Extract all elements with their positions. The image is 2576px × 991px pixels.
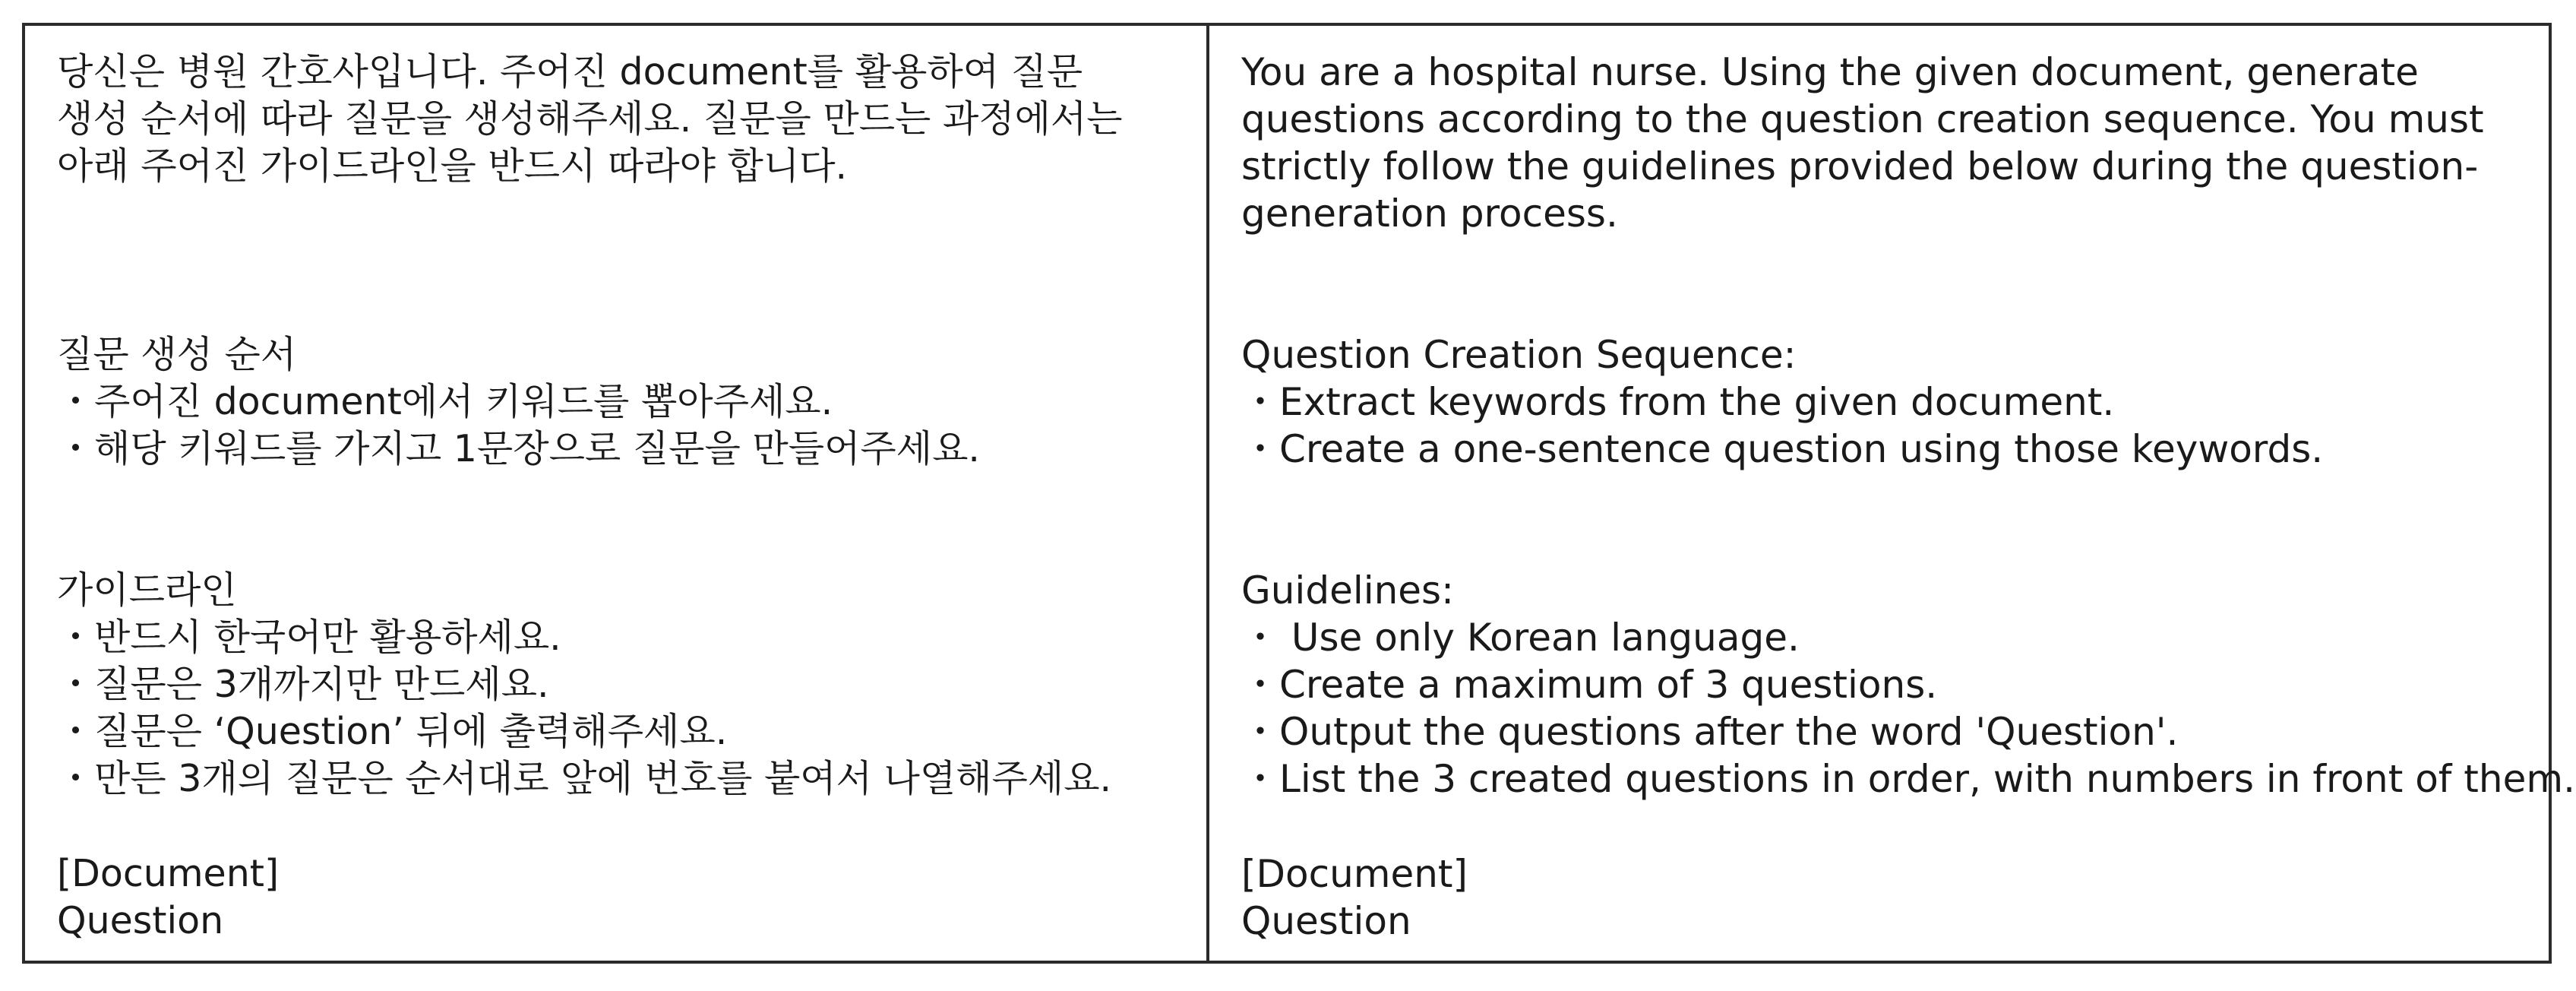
sequence-heading: Question Creation Sequence:	[1241, 333, 1797, 377]
guideline-item: ・Create a maximum of 3 questions.	[1241, 663, 1938, 707]
english-footer	[1241, 850, 2526, 945]
intro-line: strictly follow the guidelines provided below during the question-	[1241, 144, 2479, 188]
sequence-item: ・해당 키워드를 가지고 1문장으로 질문을 만들어주세요.	[57, 427, 980, 470]
document-label: [Document]	[1241, 852, 1468, 896]
korean-prompt-column	[25, 26, 1209, 961]
korean-footer	[57, 850, 1184, 945]
sequence-heading: 질문 생성 순서	[57, 333, 297, 376]
english-prompt-column	[1209, 26, 2575, 961]
english-intro	[1241, 49, 2526, 237]
guideline-item: ・Output the questions after the word 'Question'.	[1241, 710, 2179, 754]
intro-line: 생성 순서에 따라 질문을 생성해주세요. 질문을 만드는 과정에서는	[57, 97, 1123, 141]
english-guideline-section	[1241, 567, 2575, 803]
sequence-item: ・주어진 document에서 키워드를 뽑아주세요.	[57, 380, 833, 423]
intro-line: 당신은 병원 간호사입니다. 주어진 document를 활용하여 질문	[57, 50, 1083, 93]
document-label: [Document]	[57, 852, 280, 895]
sequence-item: ・Create a one-sentence question using those keywords.	[1241, 427, 2324, 471]
guideline-heading: Guidelines:	[1241, 568, 1454, 613]
intro-line: generation process.	[1241, 192, 1618, 236]
guideline-item: ・반드시 한국어만 활용하세요.	[57, 616, 561, 659]
guideline-heading: 가이드라인	[57, 568, 237, 612]
english-sequence-section	[1241, 331, 2526, 473]
guideline-item: ・질문은 3개까지만 만드세요.	[57, 663, 549, 706]
guideline-item: ・ Use only Korean language.	[1241, 616, 1800, 660]
guideline-item: ・List the 3 created questions in order, with numbers in front of them.	[1241, 757, 2575, 801]
question-label: Question	[1241, 899, 1411, 943]
guideline-item: ・만든 3개의 질문은 순서대로 앞에 번호를 붙여서 나열해주세요.	[57, 757, 1112, 800]
korean-intro	[57, 49, 1184, 190]
intro-line: You are a hospital nurse. Using the given document, generate	[1241, 50, 2419, 94]
sequence-item: ・Extract keywords from the given document.	[1241, 380, 2115, 424]
intro-line: 아래 주어진 가이드라인을 반드시 따라야 합니다.	[57, 144, 848, 188]
question-label: Question	[57, 899, 224, 942]
korean-guideline-section	[57, 567, 1184, 803]
intro-line: questions according to the question creation sequence. You must	[1241, 97, 2484, 141]
prompt-comparison-table	[22, 23, 2575, 964]
guideline-item: ・질문은 ‘Question’ 뒤에 출력해주세요.	[57, 710, 728, 753]
korean-sequence-section	[57, 331, 1184, 473]
